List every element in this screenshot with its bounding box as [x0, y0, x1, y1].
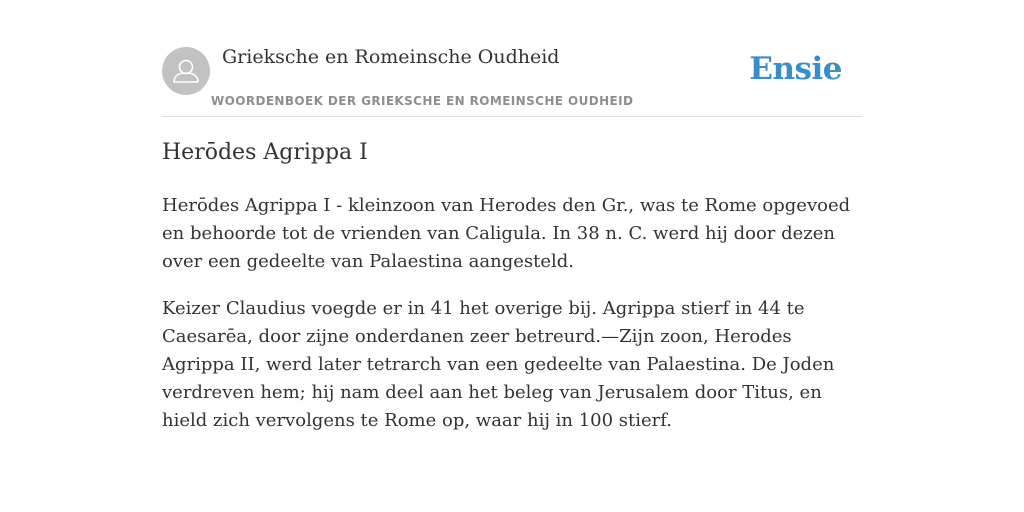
entry-content — [162, 192, 862, 454]
entry-paragraph: Keizer Claudius voegde er in 41 het overige bij. Agrippa stierf in 44 te Caesarēa, door zijne onderdanen zeer betreurd.—Zijn zoon, Herodes Agrippa II, werd later tetrarch van een gedeelte van Palaestina. De Joden verdreven hem; hij nam deel aan het beleg van Jerusalem door Titus, en hield zich vervolgens te Rome op, waar hij in 100 stierf. — [162, 298, 835, 431]
brand-logo[interactable]: Ensie — [749, 51, 842, 87]
source-subtitle: WOORDENBOEK DER GRIEKSCHE EN ROMEINSCHE OUDHEID — [211, 94, 634, 108]
header — [162, 44, 862, 117]
source-avatar[interactable] — [162, 47, 210, 95]
user-icon — [162, 47, 210, 95]
source-title[interactable]: Grieksche en Romeinsche Oudheid — [222, 46, 560, 68]
entry-title: Herōdes Agrippa I — [162, 140, 368, 165]
entry-paragraph: Herōdes Agrippa I - kleinzoon van Herodes den Gr., was te Rome opgevoed en behoorde tot de vrienden van Caligula. In 38 n. C. werd hij door dezen over een gedeelte van Palaestina aangesteld. — [162, 195, 851, 272]
